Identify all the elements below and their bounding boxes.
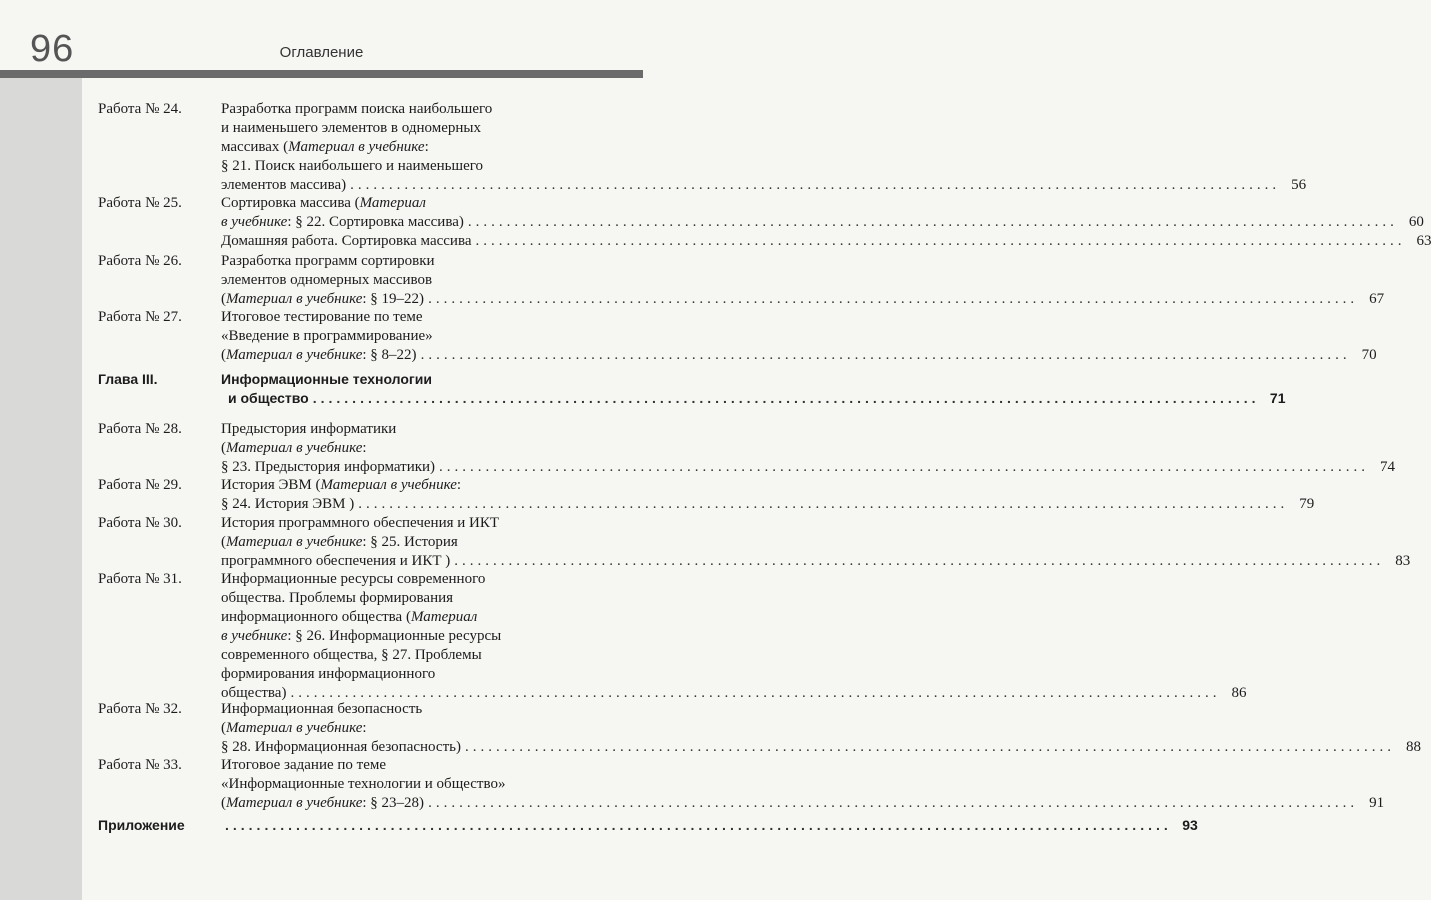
toc-entry-text: в учебнике: § 22. Сортировка массива): [221, 214, 464, 230]
toc-entry-line: [221, 816, 1198, 835]
toc-entry-text: § 28. Информационная безопасность): [221, 739, 461, 755]
toc-entry[interactable]: [0, 476, 1315, 514]
toc-page-number: 71: [1269, 390, 1286, 406]
toc-entry-label: Работа № 31.: [98, 571, 182, 587]
toc-entry-text: массивах (Материал в учебнике:: [221, 139, 429, 155]
toc-entry[interactable]: [0, 420, 1396, 477]
toc-entry-line: [228, 389, 1286, 408]
toc-page-number: 67: [1369, 291, 1385, 307]
dot-leader: ........................................................................................................................: [428, 795, 1359, 811]
toc-page-number: 86: [1231, 685, 1247, 701]
toc-entry-text: Информационные технологии: [221, 371, 432, 387]
toc-entry[interactable]: [0, 370, 1286, 408]
toc-entry-text: Итоговое тестирование по теме: [221, 309, 423, 325]
toc-entry-text: общества. Проблемы формирования: [221, 590, 454, 606]
toc-entry-text: Домашняя работа. Сортировка массива: [221, 233, 472, 249]
toc-entry-label: Работа № 32.: [98, 701, 182, 717]
toc-entry-line: [221, 213, 1424, 232]
toc-entry-label: Работа № 28.: [98, 421, 182, 437]
toc-entry-text: (Материал в учебнике: § 23–28): [221, 795, 425, 811]
toc-entry-line: [221, 439, 611, 458]
toc-entry-line: [221, 646, 611, 665]
dot-leader: ........................................................................................................................: [454, 553, 1385, 569]
toc-entry-line: [221, 514, 611, 533]
toc-entry-line: [221, 346, 1377, 365]
toc-entry-line: [221, 252, 611, 271]
toc-entry-text: (Материал в учебнике: § 8–22): [221, 347, 417, 363]
dot-leader: ........................................................................................................................: [358, 496, 1289, 512]
toc-page-number: 60: [1408, 214, 1424, 230]
toc-entry-text: Предыстория информатики: [221, 421, 397, 437]
section-title: Оглавление: [279, 44, 364, 61]
toc-entry-text: программного обеспечения и ИКТ ): [221, 553, 451, 569]
toc-entry[interactable]: [0, 570, 1247, 703]
toc-entry-label: Глава III.: [98, 371, 158, 387]
dot-leader: ........................................................................................................................: [464, 739, 1395, 755]
toc-entry[interactable]: [0, 700, 1421, 757]
toc-page-number: 83: [1395, 553, 1411, 569]
toc-entry-text: (Материал в учебнике:: [221, 440, 367, 456]
toc-entry-text: Разработка программ сортировки: [221, 253, 435, 269]
toc-entry-text: Информационные ресурсы современного: [221, 571, 486, 587]
dot-leader: ........................................................................................................................: [350, 177, 1281, 193]
toc-entry-label: Работа № 25.: [98, 195, 182, 211]
toc-entry-text: и наименьшего элементов в одномерных: [221, 120, 481, 136]
toc-entry-line: [221, 100, 611, 119]
toc-entry-text: и общество: [228, 390, 309, 406]
toc-entry-text: формирования информационного: [221, 666, 436, 682]
toc-entry[interactable]: [0, 252, 1385, 309]
toc-entry-line: [221, 157, 611, 176]
toc-entry-line: [221, 794, 1385, 813]
toc-entry-line: [221, 138, 611, 157]
toc-entry-line: [221, 458, 1396, 477]
toc-entry-line: [221, 775, 611, 794]
toc-entry-line: [221, 533, 611, 552]
toc-entry-label: Работа № 29.: [98, 477, 182, 493]
toc-page-number: 88: [1405, 739, 1421, 755]
toc-entry-text: (Материал в учебнике:: [221, 720, 367, 736]
toc-entry-line: [221, 290, 1385, 309]
dot-leader: ........................................................................................................................: [290, 685, 1221, 701]
toc-entry-text: Информационная безопасность: [221, 701, 423, 717]
toc-entry[interactable]: [0, 756, 1385, 813]
dot-leader: ........................................................................................................................: [475, 233, 1406, 249]
toc-entry-text: элементов одномерных массивов: [221, 272, 433, 288]
dot-leader: ........................................................................................................................: [420, 347, 1351, 363]
toc-page-number: 91: [1369, 795, 1385, 811]
toc-entry-line: [221, 495, 1315, 514]
toc-entry-label: Работа № 30.: [98, 515, 182, 531]
dot-leader: ........................................................................................................................: [467, 214, 1398, 230]
toc-entry-line: [221, 589, 611, 608]
toc-entry-line: [221, 194, 611, 213]
toc-entry[interactable]: [0, 100, 1307, 195]
toc-entry-line: [221, 119, 611, 138]
toc-entry-text: История программного обеспечения и ИКТ: [221, 515, 500, 531]
toc-entry-line: [221, 476, 611, 495]
dot-leader: ........................................................................................................................: [225, 817, 1172, 833]
toc-entry[interactable]: [0, 194, 1424, 232]
toc-entry-label: Приложение: [98, 817, 185, 833]
toc-entry-text: общества): [221, 685, 287, 701]
toc-entry-label: Работа № 26.: [98, 253, 182, 269]
toc-entry-line: [221, 232, 1431, 251]
toc-entry-text: в учебнике: § 26. Информационные ресурсы: [221, 628, 502, 644]
toc-entry-line: [221, 370, 611, 389]
toc-page-number: 93: [1182, 817, 1198, 833]
toc-page-number: 63: [1416, 233, 1431, 249]
toc-entry-text: История ЭВМ (Материал в учебнике:: [221, 477, 462, 493]
toc-entry-line: [221, 700, 611, 719]
toc-entry-line: [221, 665, 611, 684]
toc-entry-text: Итоговое задание по теме: [221, 757, 387, 773]
dot-leader: ........................................................................................................................: [428, 291, 1359, 307]
toc-entry-line: [221, 608, 611, 627]
toc-page-number: 74: [1380, 459, 1396, 475]
toc-page-number: 56: [1291, 177, 1307, 193]
toc-entry-line: [221, 627, 611, 646]
dot-leader: ........................................................................................................................: [312, 390, 1260, 406]
toc-entry-line: [221, 719, 611, 738]
toc-entry-text: информационного общества (Материал: [221, 609, 478, 625]
toc-entry-text: § 21. Поиск наибольшего и наименьшего: [221, 158, 484, 174]
toc-entry-text: Сортировка массива (Материал: [221, 195, 426, 211]
toc-entry-label: Работа № 27.: [98, 309, 182, 325]
toc-entry[interactable]: [0, 308, 1377, 365]
toc-entry-text: современного общества, § 27. Проблемы: [221, 647, 482, 663]
toc-page-number: 70: [1361, 347, 1377, 363]
toc-entry-line: [221, 756, 611, 775]
toc-entry-line: [221, 570, 611, 589]
toc-entry-line: [221, 738, 1421, 757]
toc-entry-text: § 23. Предыстория информатики): [221, 459, 436, 475]
toc-entry-line: [221, 271, 611, 290]
toc-entry[interactable]: [0, 816, 1198, 835]
toc-entry-line: [221, 327, 611, 346]
toc-entry[interactable]: [0, 514, 1411, 571]
toc-entry-line: [221, 176, 1307, 195]
toc-entry-text: элементов массива): [221, 177, 347, 193]
toc-entry-label: Работа № 24.: [98, 101, 182, 117]
toc-entry-text: Разработка программ поиска наибольшего: [221, 101, 493, 117]
toc-entry-line: [221, 420, 611, 439]
dot-leader: ........................................................................................................................: [439, 459, 1370, 475]
page-number: 96: [30, 28, 75, 70]
toc-entry[interactable]: [0, 232, 1431, 251]
toc-entry-text: (Материал в учебнике: § 25. История: [221, 534, 458, 550]
toc-entry-text: «Введение в программирование»: [221, 328, 433, 344]
toc-entry-text: «Информационные технологии и общество»: [221, 776, 506, 792]
toc-entry-text: (Материал в учебнике: § 19–22): [221, 291, 425, 307]
toc-entry-line: [221, 552, 1411, 571]
toc-entry-line: [221, 308, 611, 327]
toc-entry-text: § 24. История ЭВМ ): [221, 496, 355, 512]
toc-page-number: 79: [1299, 496, 1315, 512]
toc-entry-label: Работа № 33.: [98, 757, 182, 773]
